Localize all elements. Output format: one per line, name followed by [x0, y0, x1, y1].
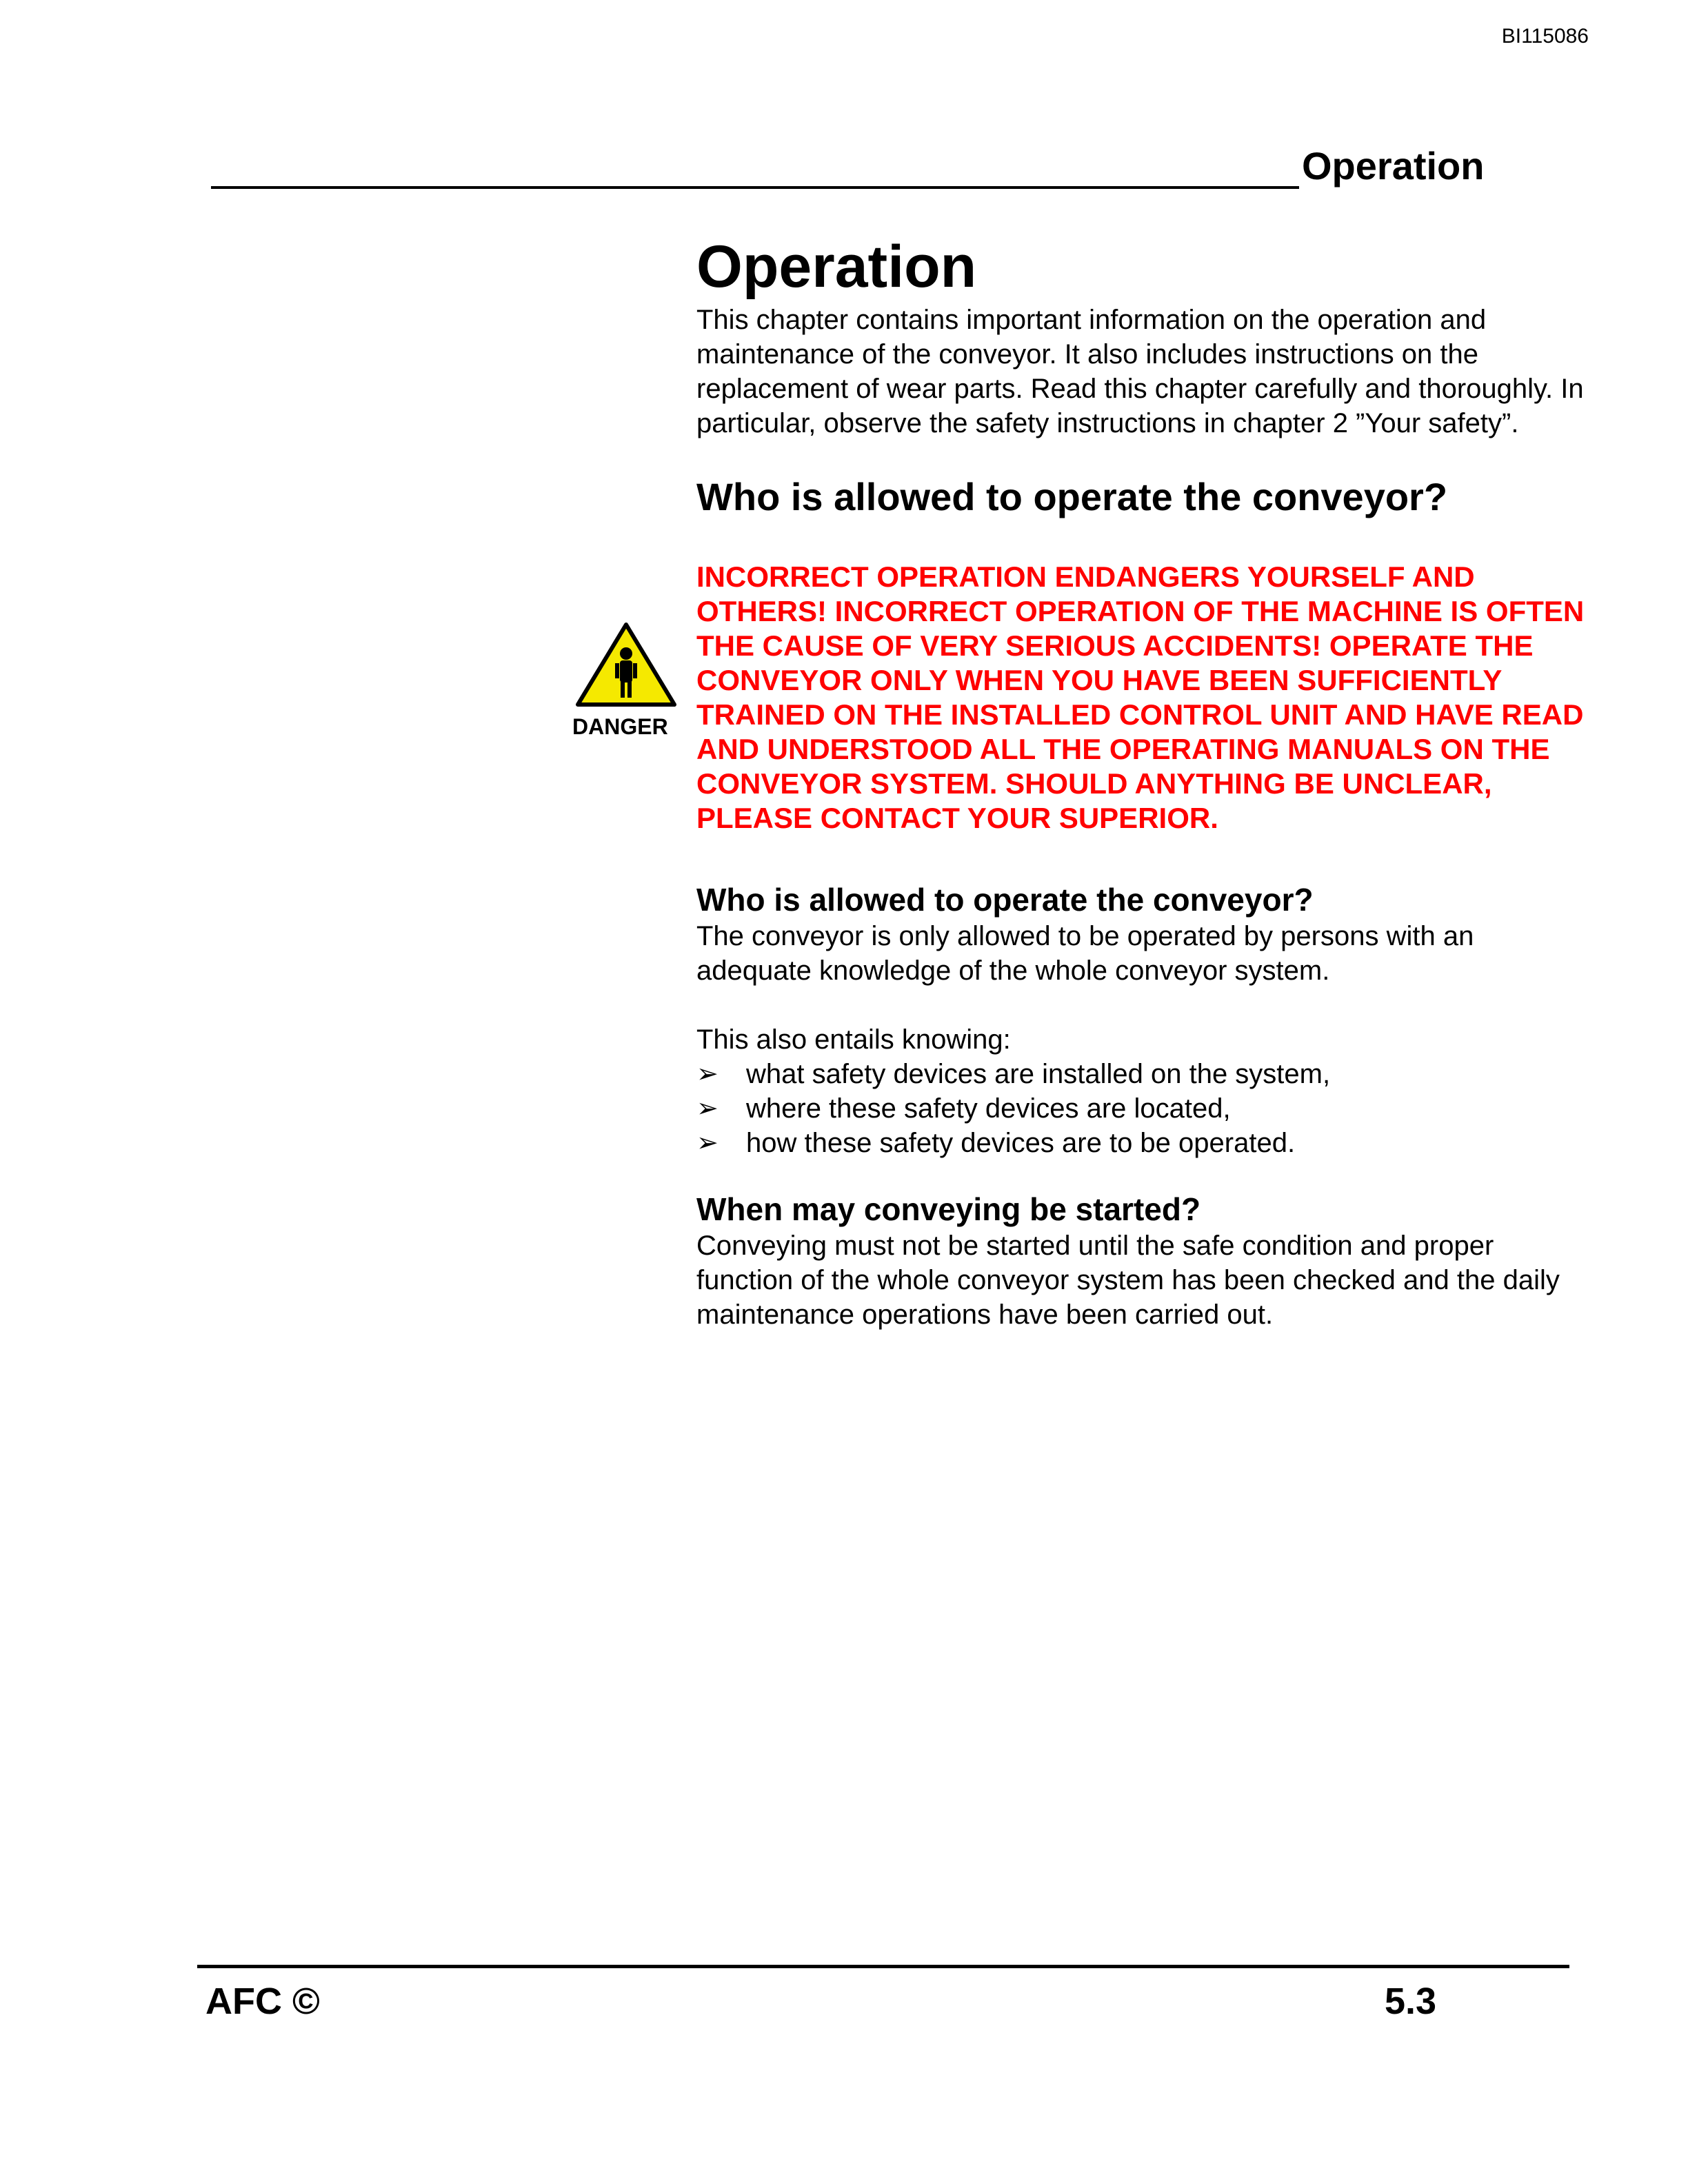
subsection-when-text: Conveying must not be started until the safe condition and proper function of the whole conveyor system has been checked and the daily maintenance operations have been carried out.: [696, 1231, 1560, 1331]
arrow-bullet-icon: ➢: [696, 1093, 719, 1123]
safety-knowledge-list: [696, 1057, 1593, 1160]
danger-label: DANGER: [572, 714, 668, 739]
chapter-intro: This chapter contains important information on the operation and maintenance of the conveyor. It also includes instructions on the replacement of wear parts. Read this chapter carefully and thoroughly. In particular, observe the safety instructions in chapter 2 ”Your safety”.: [696, 304, 1584, 438]
chapter-title: Operation: [696, 234, 977, 300]
list-intro: This also entails knowing:: [696, 1024, 1011, 1055]
subsection-who-text: The conveyor is only allowed to be operated by persons with an adequate knowledge of the whole conveyor system.: [696, 920, 1474, 986]
subsection-heading-when: When may conveying be started?: [696, 1191, 1201, 1227]
list-item: ➢ where these safety devices are located,: [696, 1091, 1593, 1126]
header-title: Operation: [1302, 144, 1485, 188]
header-rule: [211, 186, 1299, 189]
section-heading-who: Who is allowed to operate the conveyor?: [696, 474, 1448, 518]
list-item: ➢ what safety devices are installed on the system,: [696, 1057, 1593, 1091]
page-number: 5.3: [1385, 1981, 1437, 2022]
footer-copyright: AFC ©: [205, 1981, 320, 2022]
footer-rule: [197, 1965, 1569, 1968]
arrow-bullet-icon: ➢: [696, 1059, 719, 1089]
danger-warning-text: INCORRECT OPERATION ENDANGERS YOURSELF AND OTHERS! INCORRECT OPERATION OF THE MACHINE IS OFTEN THE CAUSE OF VERY SERIOUS ACCIDENTS! OPERATE THE CONVEYOR ONLY WHEN YOU HAVE BEEN SUFFICIENTLY TRAINED ON THE INSTALLED CONTROL UNIT AND HAVE READ AND UNDERSTOOD ALL THE OPERATING MANUALS ON THE CONVEYOR SYSTEM. SHOULD ANYTHING BE UNCLEAR, PLEASE CONTACT YOUR SUPERIOR.: [696, 560, 1585, 834]
main-content: [696, 234, 1593, 1332]
subsection-heading-who: Who is allowed to operate the conveyor?: [696, 881, 1314, 918]
document-id: BI115086: [1501, 25, 1589, 48]
warning-triangle-person-icon: [574, 620, 679, 712]
arrow-bullet-icon: ➢: [696, 1128, 719, 1157]
list-item: ➢ how these safety devices are to be operated.: [696, 1126, 1593, 1160]
